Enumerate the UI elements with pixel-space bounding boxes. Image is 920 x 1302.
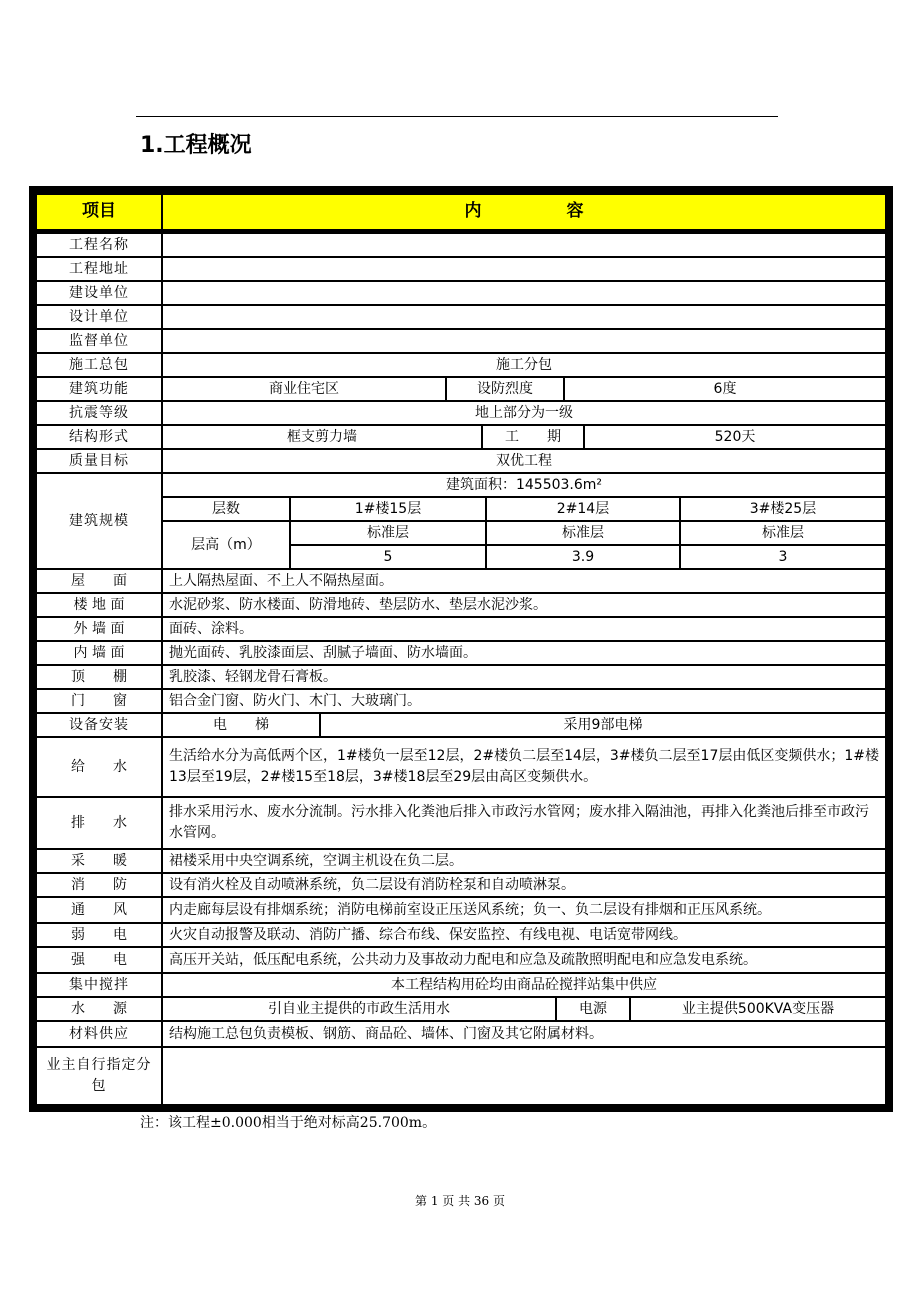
floors-building-1: 1#楼15层 — [291, 498, 485, 520]
label-fire: 消 防 — [37, 874, 161, 896]
height-building-2: 3.9 — [487, 546, 679, 568]
elevation-note: 注：该工程±0.000相当于绝对标高25.700m。 — [140, 1115, 437, 1131]
label-int-wall: 内 墙 面 — [37, 642, 161, 664]
label-general-contractor: 施工总包 — [37, 354, 161, 376]
value-general-contractor: 施工分包 — [163, 354, 885, 376]
value-designer — [163, 306, 885, 328]
value-floor-finish: 水泥砂浆、防水楼面、防滑地砖、垫层防水、垫层水泥沙浆。 — [163, 594, 885, 616]
label-materials: 材料供应 — [37, 1022, 161, 1046]
value-power-source: 业主提供500KVA变压器 — [631, 998, 885, 1020]
label-equipment: 设备安装 — [37, 714, 161, 736]
value-int-wall: 抛光面砖、乳胶漆面层、刮腻子墙面、防水墙面。 — [163, 642, 885, 664]
label-project-name: 工程名称 — [37, 234, 161, 256]
value-fire: 设有消火栓及自动喷淋系统，负二层设有消防栓泵和自动喷淋泵。 — [163, 874, 885, 896]
label-water-supply: 给 水 — [37, 738, 161, 796]
value-quality: 双优工程 — [163, 450, 885, 472]
value-seismic: 地上部分为一级 — [163, 402, 885, 424]
label-floors: 层数 — [163, 498, 289, 520]
label-owner-subcontract: 业主自行指定分包 — [37, 1048, 161, 1104]
label-ceiling: 顶 棚 — [37, 666, 161, 688]
value-area: 建筑面积：145503.6m² — [163, 474, 885, 496]
value-hvac: 裙楼采用中央空调系统，空调主机设在负二层。 — [163, 850, 885, 872]
value-project-address — [163, 258, 885, 280]
value-supervisor — [163, 330, 885, 352]
value-owner — [163, 282, 885, 304]
label-function: 建筑功能 — [37, 378, 161, 400]
value-function: 商业住宅区 — [163, 378, 445, 400]
value-low-voltage: 火灾自动报警及联动、消防广播、综合布线、保安监控、有线电视、电话宽带网线。 — [163, 924, 885, 946]
value-ceiling: 乳胶漆、轻钢龙骨石膏板。 — [163, 666, 885, 688]
label-ext-wall: 外 墙 面 — [37, 618, 161, 640]
value-ext-wall: 面砖、涂料。 — [163, 618, 885, 640]
value-duration: 520天 — [585, 426, 885, 448]
value-drainage: 排水采用污水、废水分流制。污水排入化粪池后排入市政污水管网；废水排入隔油池，再排入化粪池后排至市政污水管网。 — [163, 798, 885, 848]
label-low-voltage: 弱 电 — [37, 924, 161, 946]
label-duration: 工 期 — [483, 426, 583, 448]
value-fortification: 6度 — [565, 378, 885, 400]
value-roof: 上人隔热屋面、不上人不隔热屋面。 — [163, 570, 885, 592]
label-high-voltage: 强 电 — [37, 948, 161, 972]
floors-building-2: 2#14层 — [487, 498, 679, 520]
label-supervisor: 监督单位 — [37, 330, 161, 352]
top-rule — [136, 116, 778, 117]
value-owner-subcontract — [163, 1048, 885, 1104]
label-structure: 结构形式 — [37, 426, 161, 448]
label-scale: 建筑规模 — [37, 474, 161, 568]
project-overview-table — [29, 186, 893, 1112]
value-water-source: 引自业主提供的市政生活用水 — [163, 998, 555, 1020]
page-footer: 第 1 页 共 36 页 — [415, 1194, 505, 1208]
label-designer: 设计单位 — [37, 306, 161, 328]
std-floor-2: 标准层 — [487, 522, 679, 544]
value-structure: 框支剪力墙 — [163, 426, 481, 448]
value-elevator: 采用9部电梯 — [321, 714, 885, 736]
label-ventilation: 通 风 — [37, 898, 161, 922]
label-water-source: 水 源 — [37, 998, 161, 1020]
label-floor-height: 层高（m） — [163, 522, 289, 568]
label-drainage: 排 水 — [37, 798, 161, 848]
header-item: 项目 — [37, 195, 161, 229]
label-hvac: 采 暖 — [37, 850, 161, 872]
std-floor-1: 标准层 — [291, 522, 485, 544]
value-water-supply: 生活给水分为高低两个区，1#楼负一层至12层，2#楼负二层至14层，3#楼负二层至17层由低区变频供水；1#楼13层至19层，2#楼15至18层，3#楼18层至29层由高区变频供水。 — [163, 738, 885, 796]
label-floor-finish: 楼 地 面 — [37, 594, 161, 616]
label-roof: 屋 面 — [37, 570, 161, 592]
value-project-name — [163, 234, 885, 256]
value-doors: 铝合金门窗、防火门、木门、大玻璃门。 — [163, 690, 885, 712]
label-mixing: 集中搅拌 — [37, 974, 161, 996]
floors-building-3: 3#楼25层 — [681, 498, 885, 520]
label-quality: 质量目标 — [37, 450, 161, 472]
label-seismic: 抗震等级 — [37, 402, 161, 424]
label-elevator: 电 梯 — [163, 714, 319, 736]
header-content: 内 容 — [163, 195, 885, 229]
std-floor-3: 标准层 — [681, 522, 885, 544]
label-owner: 建设单位 — [37, 282, 161, 304]
label-power-source: 电源 — [557, 998, 629, 1020]
value-ventilation: 内走廊每层设有排烟系统；消防电梯前室设正压送风系统；负一、负二层设有排烟和正压风系统。 — [163, 898, 885, 922]
value-mixing: 本工程结构用砼均由商品砼搅拌站集中供应 — [163, 974, 885, 996]
page-title: 1.工程概况 — [140, 133, 252, 158]
height-building-3: 3 — [681, 546, 885, 568]
label-project-address: 工程地址 — [37, 258, 161, 280]
height-building-1: 5 — [291, 546, 485, 568]
label-fortification: 设防烈度 — [447, 378, 563, 400]
value-high-voltage: 高压开关站，低压配电系统，公共动力及事故动力配电和应急及疏散照明配电和应急发电系统。 — [163, 948, 885, 972]
label-doors: 门 窗 — [37, 690, 161, 712]
value-materials: 结构施工总包负责模板、钢筋、商品砼、墙体、门窗及其它附属材料。 — [163, 1022, 885, 1046]
